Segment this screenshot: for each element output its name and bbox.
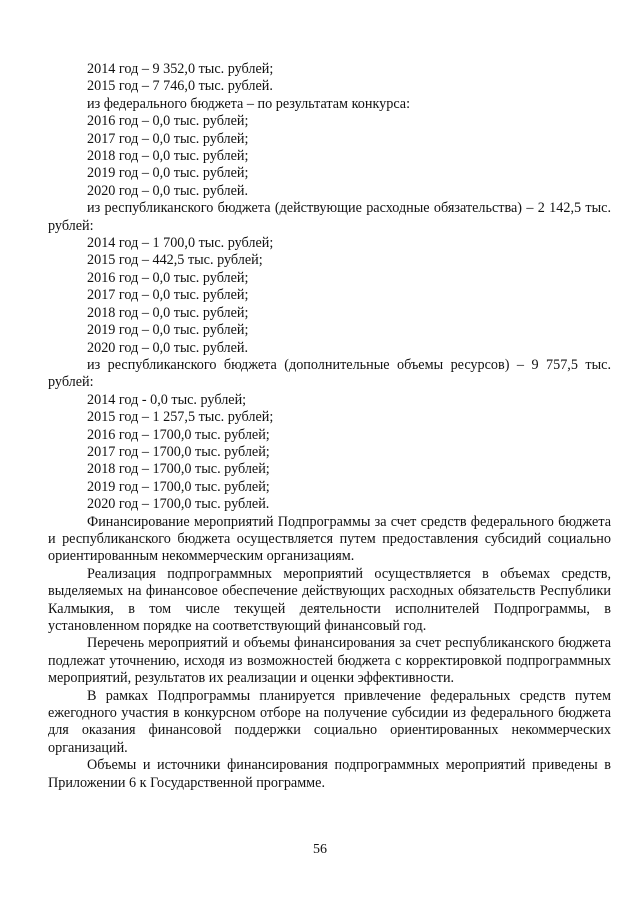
text-line: 2017 год – 0,0 тыс. рублей; [87, 287, 249, 304]
text-line: 2017 год – 1700,0 тыс. рублей; [87, 443, 270, 460]
text-line: 2018 год – 1700,0 тыс. рублей; [87, 461, 270, 478]
text-line: 2019 год – 0,0 тыс. рублей; [87, 322, 249, 339]
text-line: 2017 год – 0,0 тыс. рублей; [87, 130, 249, 147]
text-line: 2016 год – 0,0 тыс. рублей; [87, 269, 249, 286]
paragraph-clarification: Перечень мероприятий и объемы финансирования за счет республиканского бюджета подлежат уточнению, исходя из возможностей бюджета с корректировкой подпрограммных мероприятий, результатов их реализации и оценки эффективности. [48, 635, 611, 687]
text-line: 2016 год – 0,0 тыс. рублей; [87, 113, 249, 130]
page-number: 56 [313, 842, 327, 857]
republican-budget-additional-heading: из республиканского бюджета (дополнительные объемы ресурсов) – 9 757,5 тыс. рублей: [48, 356, 611, 391]
text-line: 2014 год – 9 352,0 тыс. рублей; [87, 61, 274, 77]
text-line: 2019 год – 1700,0 тыс. рублей; [87, 478, 270, 495]
document-body [48, 61, 611, 792]
paragraph-financing-method: Финансирование мероприятий Подпрограммы за счет средств федерального бюджета и республиканского бюджета осуществляется путем предоставления субсидий социально ориентированным некоммерческим организациям. [48, 513, 611, 565]
paragraph-federal-funds: В рамках Подпрограммы планируется привлечение федеральных средств путем ежегодного участия в конкурсном отборе на получение субсидии из федерального бюджета для оказания финансовой поддержки социально ориентированных некоммерческих организаций. [48, 687, 611, 756]
republican-budget-current-heading: из республиканского бюджета (действующие расходные обязательства) – 2 142,5 тыс. рублей: [48, 200, 611, 234]
text-line: 2015 год – 442,5 тыс. рублей; [87, 252, 263, 269]
text-line: 2020 год – 1700,0 тыс. рублей. [87, 496, 270, 513]
text-line: 2015 год – 1 257,5 тыс. рублей; [87, 409, 274, 426]
text-line: 2018 год – 0,0 тыс. рублей; [87, 304, 249, 321]
paragraph-implementation: Реализация подпрограммных мероприятий осуществляется в объемах средств, выделяемых на финансовое обеспечение действующих расходных обязательств Республики Калмыкия, в том числе текущей деятельности исполнителей Подпрограммы, в установленном порядке на соответствующий финансовый год. [48, 565, 611, 634]
text-line: 2020 год – 0,0 тыс. рублей. [87, 339, 249, 356]
text-line: 2019 год – 0,0 тыс. рублей; [87, 165, 249, 182]
paragraph-appendix-reference: Объемы и источники финансирования подпрограммных мероприятий приведены в Приложении 6 к Государственной программе. [48, 757, 611, 791]
text-line: 2016 год – 1700,0 тыс. рублей; [87, 426, 270, 443]
text-line: 2018 год – 0,0 тыс. рублей; [87, 148, 249, 165]
text-line: 2015 год – 7 746,0 тыс. рублей. [87, 78, 273, 95]
text-line: 2020 год – 0,0 тыс. рублей. [87, 182, 249, 199]
text-line: из федерального бюджета – по результатам конкурса: [87, 95, 411, 112]
text-line: 2014 год – 1 700,0 тыс. рублей; [87, 235, 274, 252]
text-line: 2014 год - 0,0 тыс. рублей; [87, 391, 247, 408]
